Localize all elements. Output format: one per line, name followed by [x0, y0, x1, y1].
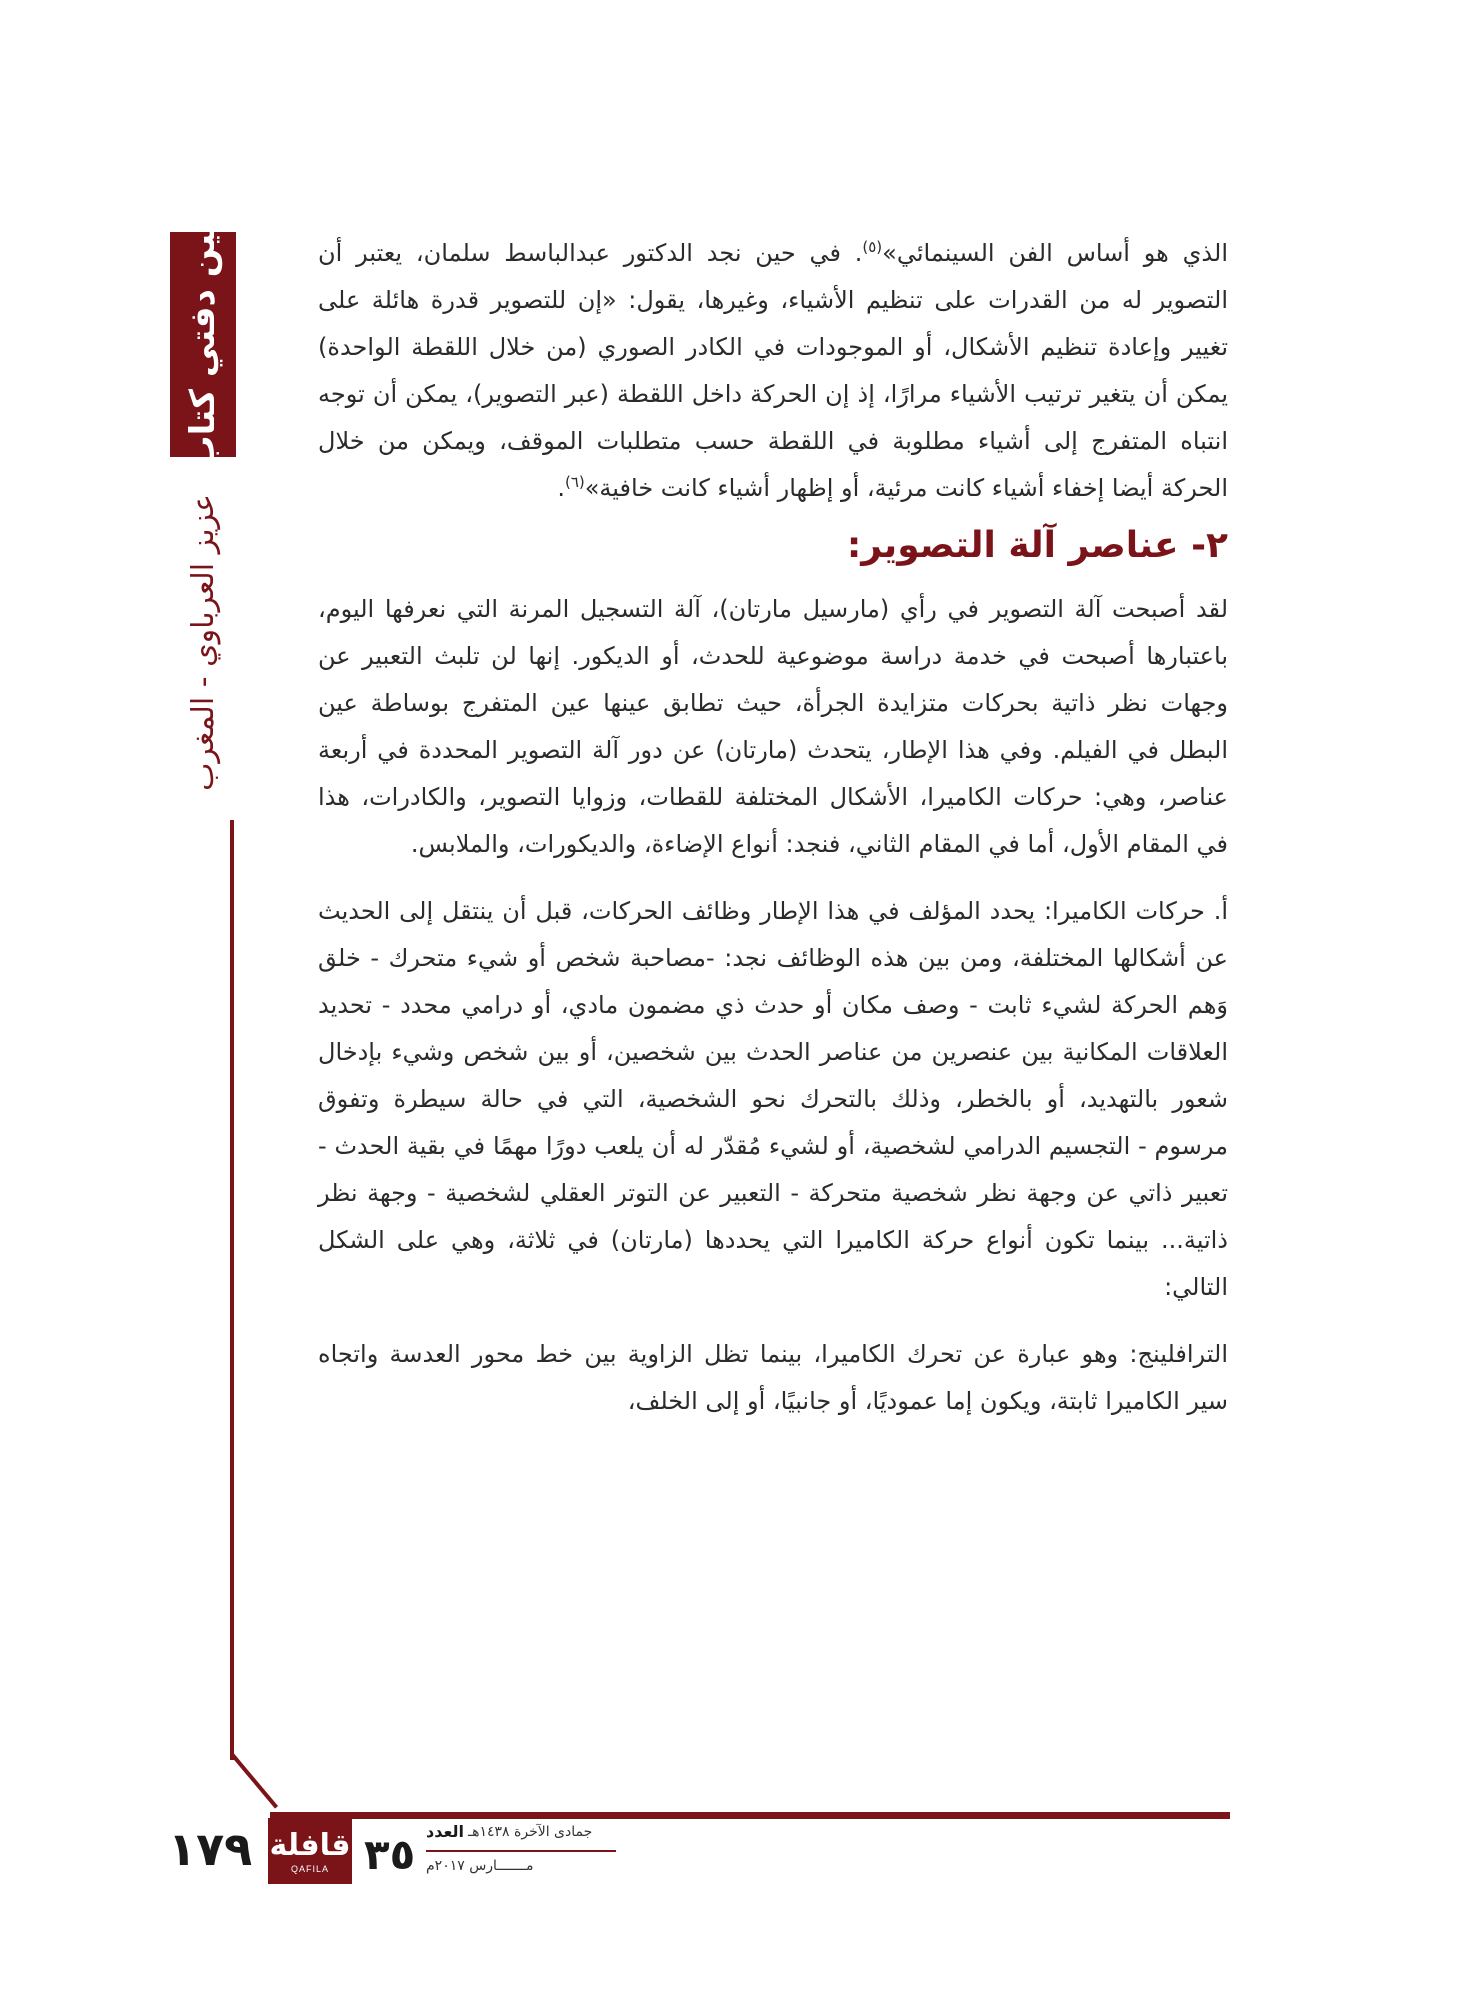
running-section-title — [170, 219, 236, 470]
logo-arabic: قافلة — [269, 1828, 351, 1863]
running-author — [170, 462, 236, 822]
side-rule — [230, 820, 234, 1760]
paragraph-4: الترافلينج: وهو عبارة عن تحرك الكاميرا، بينما تظل الزاوية بين خط محور العدسة واتجاه سير الكاميرا ثابتة، ويكون إما عموديًا، أو جانبيًا، أو إلى الخلف، — [318, 1340, 1228, 1415]
author-text: عزيز العرباوي - المغرب — [185, 493, 221, 791]
page-number: ١٧٩ — [168, 1822, 253, 1876]
gregorian-date: مـــــــارس ٢٠١٧م — [426, 1858, 534, 1874]
logo-latin: QAFILA — [290, 1864, 329, 1874]
hijri-date: جمادى الآخرة ١٤٣٨هـ — [468, 1824, 593, 1840]
footer-rule — [270, 1812, 1230, 1819]
section-heading: ٢- عناصر آلة التصوير: — [846, 525, 1228, 566]
paragraph-3: أ. حركات الكاميرا: يحدد المؤلف في هذا الإطار وظائف الحركات، قبل أن ينتقل إلى الحديث عن أشكالها المختلفة، ومن بين هذه الوظائف نجد: -مصاحبة شخص أو شيء متحرك - خلق وَهم الحركة لشيء ثابت - وصف مكان أو حدث ذي مضمون مادي، أو درامي محدد - تحديد العلاقات المكانية بين عنصرين من عناصر الحدث بين شخصين، أو بين شخص وشيء بإدخال شعور بالتهديد، أو بالخطر، وذلك بالتحرك نحو الشخصية، التي في حالة سيطرة وتفوق مرسوم - التجسيم الدرامي لشخصية، أو لشيء مُقدّر له أن يلعب دورًا مهمًا في بقية الحدث - تعبير ذاتي عن وجهة نظر شخصية متحركة - التعبير عن التوتر العقلي لشخصية - وجهة نظر ذاتية... بينما تكون أنواع حركة الكاميرا التي يحددها (مارتان) في ثلاثة، وهي على الشكل التالي: — [318, 897, 1228, 1301]
footnote-ref-5: (٥) — [862, 238, 883, 256]
paragraph-1: الذي هو أساس الفن السينمائي»$^{(٥)}$. في حين نجد الدكتور عبدالباسط سلمان، يعتبر أن التصوير له من القدرات على تنظيم الأشياء، وغيرها، يقول: «إن للتصوير قدرة هائلة على تغيير وإعادة تنظيم الأشكال، أو الموجودات في الكادر الصوري (من خلال اللقطة الواحدة) يمكن أن يتغير ترتيب الأشياء مرارًا، إذ إن الحركة داخل اللقطة (عبر التصوير)، يمكن أن توجه انتباه المتفرج إلى أشياء مطلوبة في اللقطة حسب متطلبات الموقف، ويمكن من خلال الحركة أيضا إخفاء أشياء كانت مرئية، أو إظهار أشياء كانت خافية»$^{(٦)}$. — [318, 238, 1228, 502]
magazine-logo — [268, 1818, 352, 1884]
paragraph-2: لقد أصبحت آلة التصوير في رأي (مارسيل مارتان)، آلة التسجيل المرنة التي نعرفها اليوم، باعتبارها أصبحت في خدمة دراسة موضوعية للحدث، أو الديكور. إنها لن تلبث التعبير عن وجهات نظر ذاتية بحركات متزايدة الجرأة، حيث تطابق عينها عين المتفرج بوساطة عين البطل في الفيلم. وفي هذا الإطار، يتحدث (مارتان) عن دور آلة التصوير المحددة في أربعة عناصر، وهي: حركات الكاميرا، الأشكال المختلفة للقطات، وزوايا التصوير، والكادرات، هذا في المقام الأول، أما في المقام الثاني، فنجد: أنواع الإضاءة، والديكورات، والملابس. — [318, 595, 1228, 858]
page-footer — [168, 1822, 628, 1912]
issue-number: ٣٥ — [364, 1830, 416, 1879]
footnote-ref-6: (٦) — [564, 473, 585, 491]
section-title-text: بين دفتي كتاب — [183, 219, 223, 470]
date-divider — [426, 1850, 616, 1852]
article-body — [318, 230, 1228, 1425]
side-rule-diagonal — [230, 1752, 278, 1808]
issue-label: العدد — [426, 1822, 464, 1841]
